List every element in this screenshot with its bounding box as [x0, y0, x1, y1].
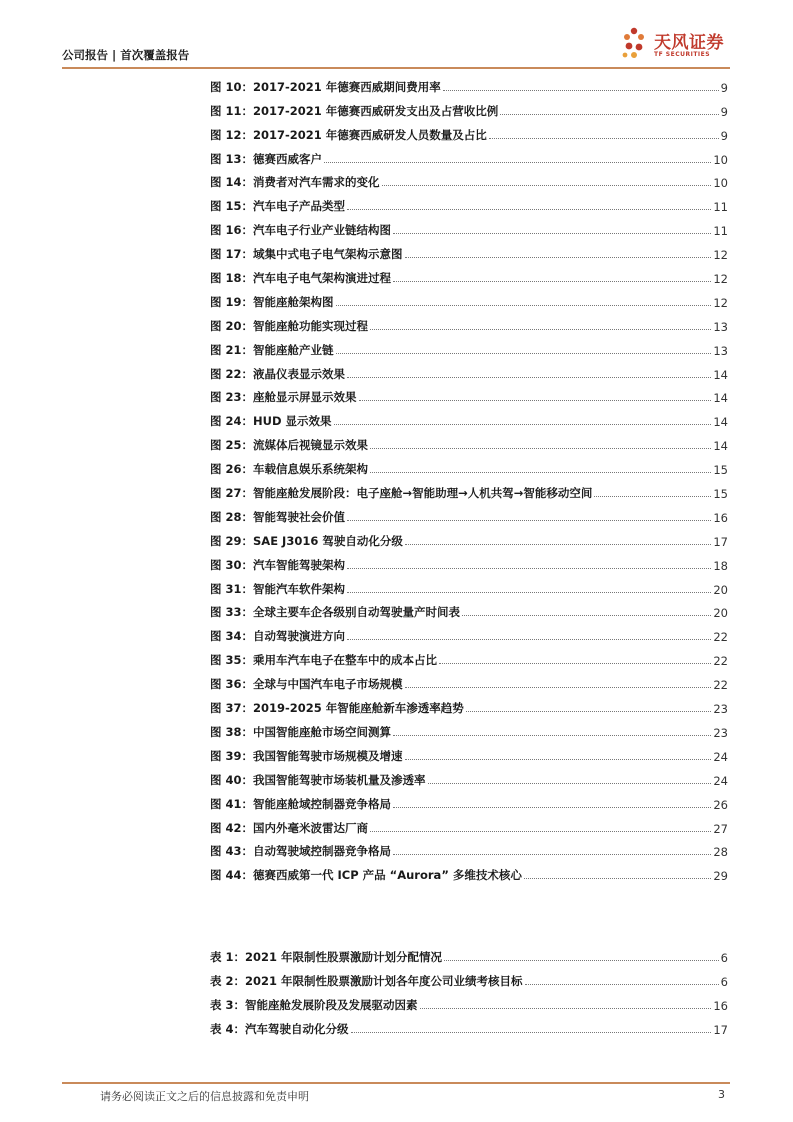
toc-entry[interactable] [210, 528, 728, 552]
toc-entry[interactable] [210, 432, 728, 456]
toc-leader-dots [393, 853, 711, 855]
toc-entry-page: 9 [720, 104, 728, 119]
toc-leader-dots [382, 184, 712, 186]
toc-entry[interactable] [210, 743, 728, 767]
toc-entry-page: 16 [713, 510, 728, 525]
toc-entry-label: 图 37：2019-2025 年智能座舱新车渗透率趋势 [210, 701, 464, 716]
toc-entry-page: 23 [713, 702, 728, 717]
toc-entry-label: 图 13：德赛西威客户 [210, 151, 323, 166]
toc-entry-label: 图 11：2017-2021 年德赛西威研发支出及占营收比例 [210, 103, 499, 118]
toc-entry[interactable] [210, 815, 728, 839]
toc-leader-dots [347, 519, 711, 521]
toc-leader-dots [336, 352, 712, 354]
toc-leader-dots [393, 806, 711, 808]
toc-leader-dots [405, 686, 712, 688]
toc-leader-dots [594, 495, 711, 497]
toc-entry[interactable] [210, 265, 728, 289]
toc-leader-dots [444, 959, 719, 961]
toc-entry-label: 图 16：汽车电子行业产业链结构图 [210, 223, 392, 238]
toc-leader-dots [524, 877, 711, 879]
toc-entry-label: 图 27：智能座舱发展阶段：电子座舱→智能助理→人机共驾→智能移动空间 [210, 486, 593, 501]
toc-entry-page: 20 [713, 582, 728, 597]
toc-entry[interactable] [210, 456, 728, 480]
toc-entry-page: 14 [713, 439, 728, 454]
toc-leader-dots [334, 423, 712, 425]
toc-entry-page: 15 [713, 487, 728, 502]
toc-leader-dots [370, 328, 711, 330]
toc-entry-page: 12 [713, 272, 728, 287]
toc-entry[interactable] [210, 647, 728, 671]
toc-entry-label: 图 14：消费者对汽车需求的变化 [210, 175, 380, 190]
toc-entry[interactable] [210, 146, 728, 170]
report-type-label: 公司报告 | 首次覆盖报告 [62, 48, 190, 62]
toc-entry-label: 图 18：汽车电子电气架构演进过程 [210, 271, 392, 286]
toc-leader-dots [428, 782, 712, 784]
toc-entry[interactable] [210, 74, 728, 98]
toc-entry[interactable] [210, 122, 728, 146]
toc-entry-page: 29 [713, 869, 728, 884]
footer-divider [62, 1082, 730, 1084]
toc-entry-page: 6 [720, 974, 728, 989]
toc-leader-dots [393, 280, 711, 282]
toc-entry-label: 图 43：自动驾驶域控制器竞争格局 [210, 844, 392, 859]
logo-text-cn: 天风证券 [654, 33, 724, 53]
toc-entry[interactable] [210, 480, 728, 504]
toc-leader-dots [351, 1031, 712, 1033]
toc-entry-page: 12 [713, 295, 728, 310]
toc-entry-label: 表 3：智能座舱发展阶段及发展驱动因素 [210, 997, 418, 1012]
toc-entry-label: 图 15：汽车电子产品类型 [210, 199, 346, 214]
toc-entry[interactable] [210, 385, 728, 409]
toc-entry[interactable] [210, 170, 728, 194]
table-list [210, 944, 728, 1040]
toc-entry[interactable] [210, 968, 728, 992]
toc-entry-page: 22 [713, 678, 728, 693]
toc-entry[interactable] [210, 289, 728, 313]
toc-entry[interactable] [210, 361, 728, 385]
toc-entry-label: 图 31：智能汽车软件架构 [210, 581, 346, 596]
toc-entry-page: 13 [713, 343, 728, 358]
toc-leader-dots [347, 376, 711, 378]
toc-entry[interactable] [210, 767, 728, 791]
toc-entry[interactable] [210, 504, 728, 528]
toc-entry[interactable] [210, 695, 728, 719]
logo-flower-icon [620, 22, 654, 66]
toc-leader-dots [347, 638, 711, 640]
toc-entry-label: 表 2：2021 年限制性股票激励计划各年度公司业绩考核目标 [210, 973, 523, 988]
toc-entry-page: 17 [713, 534, 728, 549]
toc-entry-page: 24 [713, 773, 728, 788]
toc-entry-page: 14 [713, 415, 728, 430]
toc-entry-page: 15 [713, 463, 728, 478]
toc-entry-label: 图 25：流媒体后视镜显示效果 [210, 438, 369, 453]
toc-entry-page: 23 [713, 725, 728, 740]
toc-entry-page: 10 [713, 152, 728, 167]
toc-entry-label: 图 41：智能座舱域控制器竞争格局 [210, 796, 392, 811]
toc-entry-page: 14 [713, 391, 728, 406]
toc-entry[interactable] [210, 408, 728, 432]
footer-disclaimer: 请务必阅读正文之后的信息披露和免责申明 [100, 1090, 309, 1103]
toc-entry-label: 图 38：中国智能座舱市场空间测算 [210, 724, 392, 739]
toc-entry[interactable] [210, 791, 728, 815]
toc-entry-page: 11 [713, 200, 728, 215]
toc-entry[interactable] [210, 1016, 728, 1040]
toc-leader-dots [500, 113, 718, 115]
toc-entry-page: 26 [713, 797, 728, 812]
toc-entry-page: 9 [720, 80, 728, 95]
page-header [62, 0, 732, 70]
page-number: 3 [718, 1088, 725, 1101]
figure-list [210, 74, 728, 886]
toc-leader-dots [405, 256, 712, 258]
logo-text-en: TF SECURITIES [654, 51, 711, 58]
toc-entry-label: 图 24：HUD 显示效果 [210, 414, 332, 429]
toc-entry-page: 28 [713, 845, 728, 860]
toc-entry[interactable] [210, 839, 728, 863]
toc-entry[interactable] [210, 862, 728, 886]
toc-entry-label: 图 34：自动驾驶演进方向 [210, 629, 346, 644]
toc-entry-label: 图 26：车载信息娱乐系统架构 [210, 462, 369, 477]
toc-entry-label: 图 23：座舱显示屏显示效果 [210, 390, 357, 405]
toc-entry-label: 图 21：智能座舱产业链 [210, 342, 334, 357]
toc-entry[interactable] [210, 552, 728, 576]
toc-entry-label: 图 30：汽车智能驾驶架构 [210, 557, 346, 572]
toc-leader-dots [525, 983, 719, 985]
toc-leader-dots [324, 161, 711, 163]
toc-entry-page: 13 [713, 319, 728, 334]
toc-entry[interactable] [210, 671, 728, 695]
toc-leader-dots [359, 399, 712, 401]
toc-entry-page: 9 [720, 128, 728, 143]
company-logo [620, 22, 740, 66]
toc-entry[interactable] [210, 944, 728, 968]
toc-leader-dots [370, 471, 711, 473]
toc-leader-dots [443, 89, 719, 91]
toc-leader-dots [393, 232, 711, 234]
toc-entry-label: 图 29：SAE J3016 驾驶自动化分级 [210, 533, 403, 548]
toc-entry-page: 27 [713, 821, 728, 836]
toc-entry-label: 图 20：智能座舱功能实现过程 [210, 318, 369, 333]
toc-entry[interactable] [210, 241, 728, 265]
toc-leader-dots [420, 1007, 712, 1009]
toc-entry-label: 图 17：域集中式电子电气架构示意图 [210, 247, 403, 262]
toc-entry[interactable] [210, 576, 728, 600]
toc-entry-label: 表 1：2021 年限制性股票激励计划分配情况 [210, 949, 443, 964]
toc-entry[interactable] [210, 719, 728, 743]
toc-entry-label: 图 36：全球与中国汽车电子市场规模 [210, 677, 403, 692]
toc-entry-label: 图 35：乘用车汽车电子在整车中的成本占比 [210, 653, 438, 668]
toc-entry[interactable] [210, 98, 728, 122]
toc-leader-dots [336, 304, 712, 306]
toc-leader-dots [347, 591, 711, 593]
header-divider [62, 67, 730, 69]
toc-entry-page: 22 [713, 654, 728, 669]
toc-leader-dots [439, 662, 711, 664]
toc-leader-dots [405, 543, 712, 545]
toc-entry[interactable] [210, 600, 728, 624]
toc-entry-label: 图 39：我国智能驾驶市场规模及增速 [210, 748, 403, 763]
toc-entry-page: 11 [713, 224, 728, 239]
toc-entry-label: 图 12：2017-2021 年德赛西威研发人员数量及占比 [210, 127, 487, 142]
toc-leader-dots [466, 710, 712, 712]
toc-entry-page: 14 [713, 367, 728, 382]
toc-leader-dots [489, 137, 719, 139]
toc-entry-page: 10 [713, 176, 728, 191]
toc-entry-label: 图 40：我国智能驾驶市场装机量及渗透率 [210, 772, 426, 787]
toc-entry-page: 24 [713, 749, 728, 764]
toc-entry-label: 图 28：智能驾驶社会价值 [210, 509, 346, 524]
toc-leader-dots [405, 758, 712, 760]
toc-entry-label: 图 44：德赛西威第一代 ICP 产品 “Aurora” 多维技术核心 [210, 868, 522, 883]
toc-leader-dots [347, 208, 711, 210]
toc-entry-label: 图 10：2017-2021 年德赛西威期间费用率 [210, 79, 441, 94]
toc-entry[interactable] [210, 217, 728, 241]
toc-entry-page: 20 [713, 606, 728, 621]
toc-entry[interactable] [210, 193, 728, 217]
toc-entry-page: 17 [713, 1022, 728, 1037]
toc-leader-dots [370, 830, 711, 832]
toc-entry[interactable] [210, 313, 728, 337]
toc-entry-label: 表 4：汽车驾驶自动化分级 [210, 1021, 349, 1036]
toc-leader-dots [462, 614, 711, 616]
toc-entry-label: 图 42：国内外毫米波雷达厂商 [210, 820, 369, 835]
toc-leader-dots [370, 447, 711, 449]
toc-leader-dots [393, 734, 711, 736]
toc-entry[interactable] [210, 992, 728, 1016]
toc-entry-label: 图 22：液晶仪表显示效果 [210, 366, 346, 381]
toc-entry-label: 图 33：全球主要车企各级别自动驾驶量产时间表 [210, 605, 461, 620]
toc-entry-page: 22 [713, 630, 728, 645]
toc-entry-page: 6 [720, 950, 728, 965]
toc-entry[interactable] [210, 623, 728, 647]
toc-entry[interactable] [210, 337, 728, 361]
toc-entry-label: 图 19：智能座舱架构图 [210, 294, 334, 309]
toc-leader-dots [347, 567, 711, 569]
toc-entry-page: 18 [713, 558, 728, 573]
toc-entry-page: 12 [713, 248, 728, 263]
toc-entry-page: 16 [713, 998, 728, 1013]
